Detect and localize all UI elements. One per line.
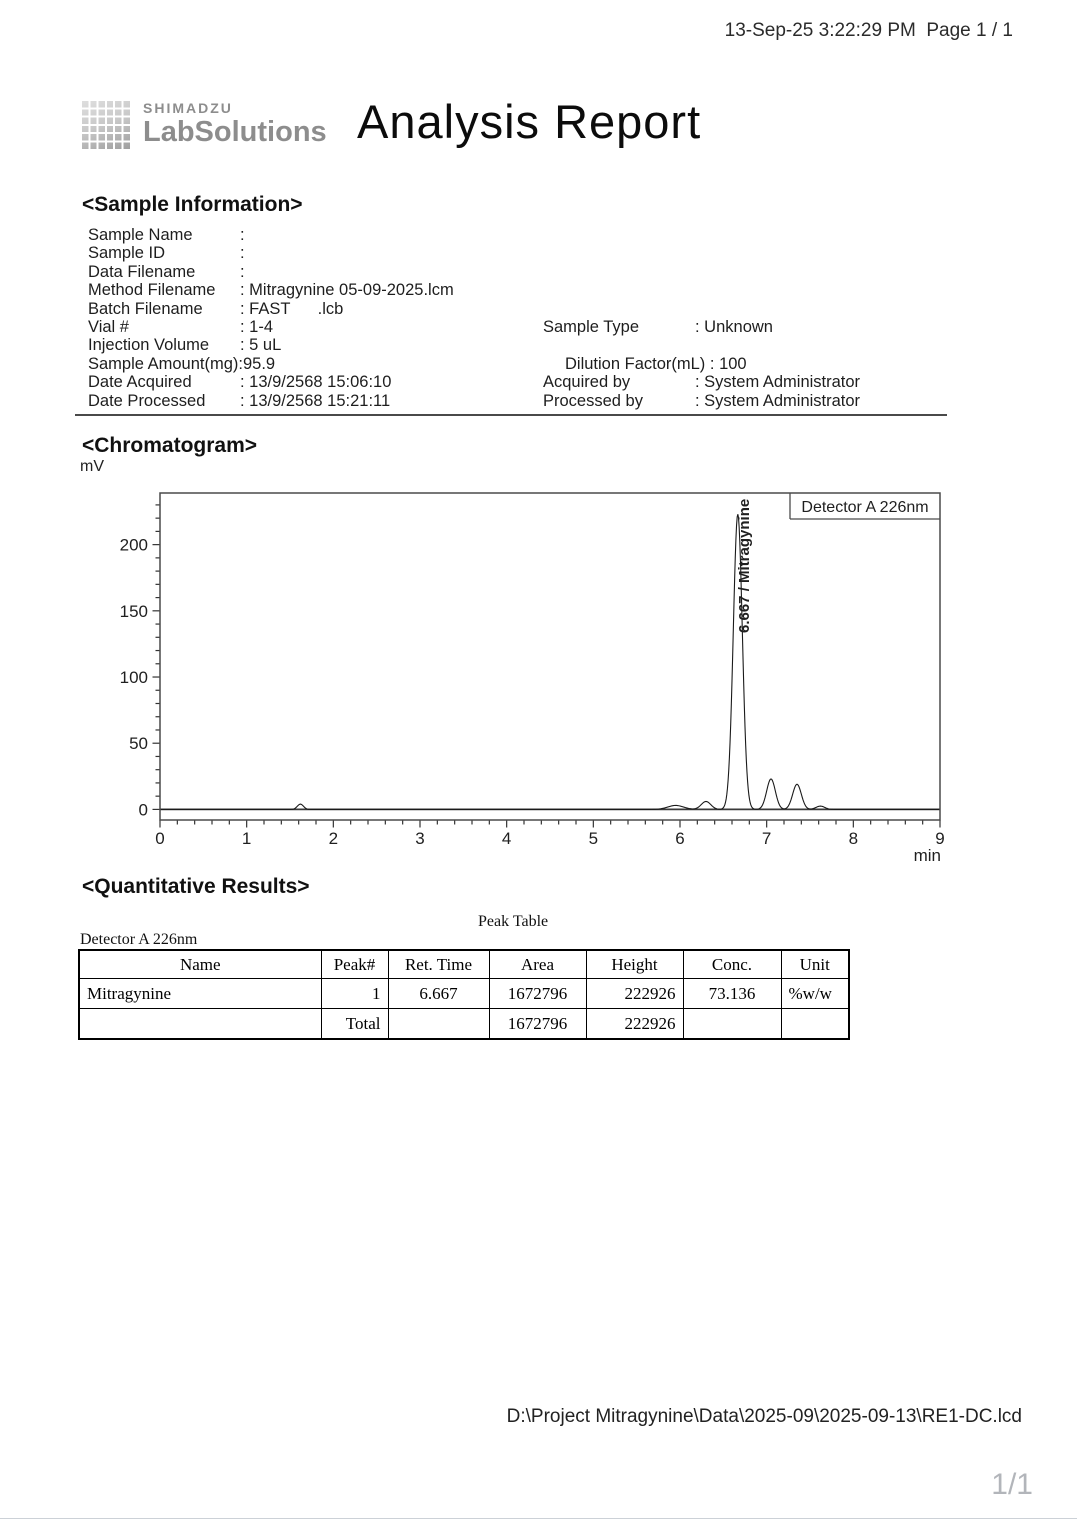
sample-info-label: Sample ID bbox=[88, 244, 166, 263]
table-cell: 1672796 bbox=[489, 1009, 586, 1040]
x-tick-label: 8 bbox=[848, 829, 859, 848]
detector-label: Detector A 226nm bbox=[80, 931, 198, 948]
sample-info-label: Sample Type bbox=[543, 318, 640, 336]
sample-info-row bbox=[88, 355, 454, 373]
data-file-path: D:\Project Mitragynine\Data\2025-09\2025-09-13\RE1-DC.lcd bbox=[506, 1406, 1022, 1427]
sample-info-separator: : bbox=[240, 391, 250, 410]
sample-info-row bbox=[88, 373, 454, 391]
column-header: Unit bbox=[781, 950, 849, 979]
legend-label: Detector A 226nm bbox=[801, 499, 929, 516]
x-tick-label: 9 bbox=[935, 829, 945, 848]
sample-info-row bbox=[88, 226, 454, 244]
table-cell bbox=[79, 1009, 321, 1040]
sample-info-value: 1-4 bbox=[249, 318, 274, 337]
table-cell bbox=[683, 1009, 781, 1040]
sample-info-value: Unknown bbox=[704, 318, 773, 336]
table-cell: Total bbox=[321, 1009, 388, 1040]
sample-info-value: System Administrator bbox=[704, 373, 861, 392]
sample-info-label: Sample Amount(mg) bbox=[88, 354, 239, 373]
sample-info-row bbox=[88, 281, 454, 299]
sample-info-separator: : bbox=[238, 354, 243, 373]
sample-info-label: Batch Filename bbox=[88, 299, 203, 318]
x-tick-label: 7 bbox=[761, 829, 772, 848]
x-tick-label: 6 bbox=[675, 829, 685, 848]
sample-info-left-column bbox=[88, 226, 454, 410]
sample-info-label: Date Acquired bbox=[88, 373, 192, 392]
sample-info-separator: : bbox=[695, 318, 705, 336]
sample-info-label: Injection Volume bbox=[88, 336, 210, 355]
chromatogram-trace bbox=[160, 514, 940, 809]
peak-table bbox=[78, 949, 850, 1040]
table-row bbox=[79, 1009, 849, 1040]
sample-info-row bbox=[88, 318, 454, 336]
shimadzu-labsolutions-logo bbox=[82, 97, 327, 151]
sample-info-separator: : bbox=[695, 391, 705, 410]
shimadzu-grid-icon bbox=[82, 101, 132, 151]
x-tick-label: 5 bbox=[588, 829, 599, 848]
x-axis bbox=[155, 820, 944, 865]
sample-information-heading: <Sample Information> bbox=[82, 193, 303, 216]
table-cell: 6.667 bbox=[388, 979, 489, 1009]
page-bottom-edge bbox=[0, 1518, 1077, 1519]
column-header: Height bbox=[586, 950, 683, 979]
y-axis bbox=[120, 505, 160, 819]
sample-info-row bbox=[543, 318, 860, 336]
sample-info-label: Method Filename bbox=[88, 281, 216, 300]
y-tick-label: 200 bbox=[119, 535, 148, 555]
sample-info-row bbox=[88, 336, 454, 354]
chromatogram-chart bbox=[75, 470, 975, 870]
x-tick-label: 1 bbox=[241, 829, 252, 848]
quantitative-results-heading: <Quantitative Results> bbox=[82, 875, 310, 898]
x-tick-label: 2 bbox=[328, 829, 339, 848]
sample-info-label: Processed by bbox=[543, 391, 643, 410]
sample-info-separator: : bbox=[240, 373, 250, 392]
y-tick-label: 50 bbox=[129, 734, 148, 754]
print-timestamp: 13-Sep-25 3:22:29 PM Page 1 / 1 bbox=[724, 20, 1013, 41]
x-tick-label: 3 bbox=[415, 829, 425, 848]
y-tick-label: 150 bbox=[119, 601, 148, 621]
column-header: Ret. Time bbox=[388, 950, 489, 979]
column-header: Peak# bbox=[321, 950, 388, 979]
peak-table-caption: Peak Table bbox=[478, 913, 549, 930]
sample-info-separator: : bbox=[695, 373, 705, 392]
table-row bbox=[79, 979, 849, 1009]
table-cell: %w/w bbox=[781, 979, 849, 1009]
sample-info-value: System Administrator bbox=[704, 391, 861, 410]
sample-info-separator: : bbox=[240, 299, 250, 318]
report-title: Analysis Report bbox=[357, 95, 702, 148]
sample-info-separator: : bbox=[240, 244, 250, 263]
logo-brand-text: SHIMADZU bbox=[143, 100, 233, 116]
sample-info-row bbox=[88, 263, 454, 281]
sample-info-label: Vial # bbox=[88, 318, 129, 337]
x-tick-label: 0 bbox=[155, 829, 165, 848]
sample-info-label: Data Filename bbox=[88, 262, 196, 281]
sample-info-row bbox=[543, 373, 860, 391]
sample-info-row bbox=[543, 355, 860, 373]
sample-info-value: 13/9/2568 15:06:10 bbox=[249, 373, 392, 392]
table-cell: 1 bbox=[321, 979, 388, 1009]
y-axis-unit-label: mV bbox=[80, 458, 104, 475]
sample-info-label: Date Processed bbox=[88, 391, 206, 410]
sample-info-spacer bbox=[543, 336, 860, 354]
section-divider bbox=[75, 414, 947, 416]
sample-info-label: Dilution Factor(mL) bbox=[565, 354, 706, 373]
sample-info-separator: : bbox=[705, 354, 720, 373]
sample-info-separator: : bbox=[240, 281, 250, 300]
page-indicator: 1/1 bbox=[991, 1468, 1033, 1501]
y-tick-label: 100 bbox=[119, 668, 148, 688]
sample-info-row bbox=[88, 392, 454, 410]
sample-info-label: Sample Name bbox=[88, 226, 193, 244]
x-axis-unit: min bbox=[913, 846, 941, 865]
y-tick-label: 0 bbox=[138, 800, 148, 820]
sample-info-row bbox=[88, 244, 454, 262]
table-cell: 222926 bbox=[586, 979, 683, 1009]
sample-info-row bbox=[88, 300, 454, 318]
plot-border bbox=[160, 493, 940, 820]
table-cell: Mitragynine bbox=[79, 979, 321, 1009]
chromatogram-heading: <Chromatogram> bbox=[82, 434, 258, 457]
sample-info-separator: : bbox=[240, 318, 250, 337]
table-cell bbox=[781, 1009, 849, 1040]
sample-info-value: Mitragynine 05-09-2025.lcm bbox=[249, 281, 454, 300]
x-tick-label: 4 bbox=[501, 829, 512, 848]
sample-info-value: 95.9 bbox=[243, 354, 276, 373]
table-cell: 1672796 bbox=[489, 979, 586, 1009]
table-cell: 73.136 bbox=[683, 979, 781, 1009]
legend-box bbox=[790, 493, 940, 519]
sample-info-separator: : bbox=[240, 262, 250, 281]
column-header: Area bbox=[489, 950, 586, 979]
sample-info-right-column bbox=[543, 318, 860, 410]
sample-info-value: 5 uL bbox=[249, 336, 282, 355]
sample-info-label: Acquired by bbox=[543, 373, 631, 392]
sample-info-separator: : bbox=[240, 226, 250, 244]
sample-info-value: 100 bbox=[719, 354, 747, 373]
peak-annotation: 6.667 / Mitragynine bbox=[735, 498, 753, 633]
sample-info-separator: : bbox=[240, 336, 250, 355]
sample-info-value: 13/9/2568 15:21:11 bbox=[249, 391, 391, 410]
column-header: Name bbox=[79, 950, 321, 979]
table-cell bbox=[388, 1009, 489, 1040]
column-header: Conc. bbox=[683, 950, 781, 979]
logo-product-text: LabSolutions bbox=[143, 116, 327, 148]
sample-info-value: FAST .lcb bbox=[249, 299, 344, 318]
sample-info-row bbox=[543, 392, 860, 410]
table-cell: 222926 bbox=[586, 1009, 683, 1040]
